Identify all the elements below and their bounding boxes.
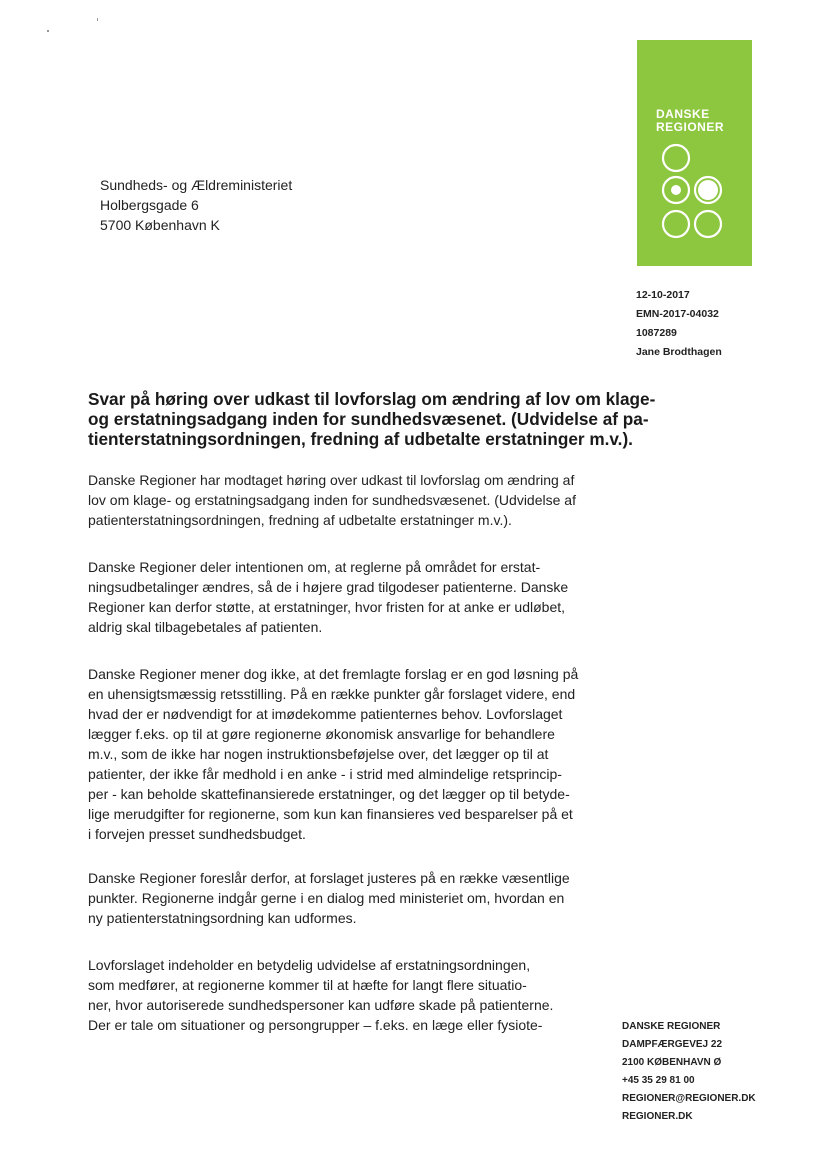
danske-regioner-logo <box>637 40 752 266</box>
address-line: Holbergsgade 6 <box>100 197 199 213</box>
paragraph-line: patienter, der ikke får medhold i en anke - i strid med almindelige retsprincip- <box>88 766 562 782</box>
paragraph-line: lige merudgifter for regionerne, som kun kan finansieres ved besparelser på et <box>88 806 573 822</box>
paragraph-line: Der er tale om situationer og persongrupper – f.eks. en læge eller fysiote- <box>88 1017 543 1033</box>
author-name: Jane Brodthagen <box>636 346 722 358</box>
logo-circles-icon <box>637 40 752 266</box>
paragraph-line: patienterstatningsordningen, fredning af udbetalte erstatninger m.v.). <box>88 512 512 528</box>
paragraph-line: hvad der er nødvendigt for at imødekomme patienternes behov. Lovforslaget <box>88 706 563 722</box>
letter-heading <box>88 389 656 449</box>
footer-email: REGIONER@REGIONER.DK <box>622 1093 756 1104</box>
document-meta <box>636 286 722 362</box>
logo-line-1: DANSKE <box>656 107 710 121</box>
paragraph-line: per - kan beholde skattefinansierede erstatninger, og det lægger op til betyde- <box>88 786 570 802</box>
document-number: 1087289 <box>636 327 677 339</box>
paragraph-line: m.v., som de ikke har nogen instruktionsbeføjelse over, det lægger op til at <box>88 746 549 762</box>
paragraph-line: en uhensigtsmæssig retsstilling. På en række punkter går forslaget videre, end <box>88 686 576 702</box>
paragraph-line: Danske Regioner foreslår derfor, at forslaget justeres på en række væsentlige <box>88 870 570 886</box>
footer-phone: +45 35 29 81 00 <box>622 1075 695 1086</box>
paragraph-line: ner, hvor autoriserede sundhedspersoner kan udføre skade på patienterne. <box>88 997 554 1013</box>
heading-line: Svar på høring over udkast til lovforslag om ændring af lov om klage- <box>88 389 656 409</box>
paragraph-line: punkter. Regionerne indgår gerne i en dialog med ministeriet om, hvordan en <box>88 890 565 906</box>
paragraph-line: aldrig skal tilbagebetales af patienten. <box>88 619 323 635</box>
heading-line: tienterstatningsordningen, fredning af udbetalte erstatninger m.v.). <box>88 429 633 449</box>
logo-line-2: REGIONER <box>656 120 725 134</box>
body-paragraph <box>88 868 608 928</box>
body-paragraph <box>88 664 608 844</box>
paragraph-line: Regioner kan derfor støtte, at erstatninger, hvor fristen for at anke er udløbet, <box>88 599 566 615</box>
recipient-address <box>100 175 292 235</box>
heading-line: og erstatningsadgang inden for sundhedsvæsenet. (Udvidelse af pa- <box>88 409 649 429</box>
footer-web: REGIONER.DK <box>622 1111 693 1122</box>
case-number: EMN-2017-04032 <box>636 308 719 320</box>
paragraph-line: ningsudbetalinger ændres, så de i højere grad tilgodeser patienterne. Danske <box>88 579 569 595</box>
footer-street: DAMPFÆRGEVEJ 22 <box>622 1039 723 1050</box>
paragraph-line: som medfører, at regionerne kommer til at hæfte for langt flere situatio- <box>88 977 527 993</box>
footer-city: 2100 KØBENHAVN Ø <box>622 1057 722 1068</box>
paragraph-line: ny patienterstatningsordning kan udformes. <box>88 910 357 926</box>
address-line: 5700 København K <box>100 217 220 233</box>
paragraph-line: Danske Regioner mener dog ikke, at det fremlagte forslag er en god løsning på <box>88 666 579 682</box>
sender-contact-block <box>622 1018 756 1126</box>
paragraph-line: Danske Regioner deler intentionen om, at reglerne på området for erstat- <box>88 559 541 575</box>
paragraph-line: Danske Regioner har modtaget høring over udkast til lovforslag om ændring af <box>88 472 575 488</box>
body-paragraph <box>88 955 608 1035</box>
paragraph-line: i forvejen presset sundhedsbudget. <box>88 826 306 842</box>
paragraph-line: lægger f.eks. op til at gøre regionerne økonomisk ansvarlige for behandlere <box>88 726 555 742</box>
scan-speck <box>47 30 49 32</box>
footer-org: DANSKE REGIONER <box>622 1021 721 1032</box>
document-date: 12-10-2017 <box>636 289 690 301</box>
paragraph-line: lov om klage- og erstatningsadgang inden for sundhedsvæsenet. (Udvidelse af <box>88 492 576 508</box>
paragraph-line: Lovforslaget indeholder en betydelig udvidelse af erstatningsordningen, <box>88 957 531 973</box>
body-paragraph <box>88 557 608 637</box>
body-paragraph <box>88 470 608 530</box>
address-line: Sundheds- og Ældreministeriet <box>100 177 293 193</box>
scan-speck <box>97 18 98 21</box>
